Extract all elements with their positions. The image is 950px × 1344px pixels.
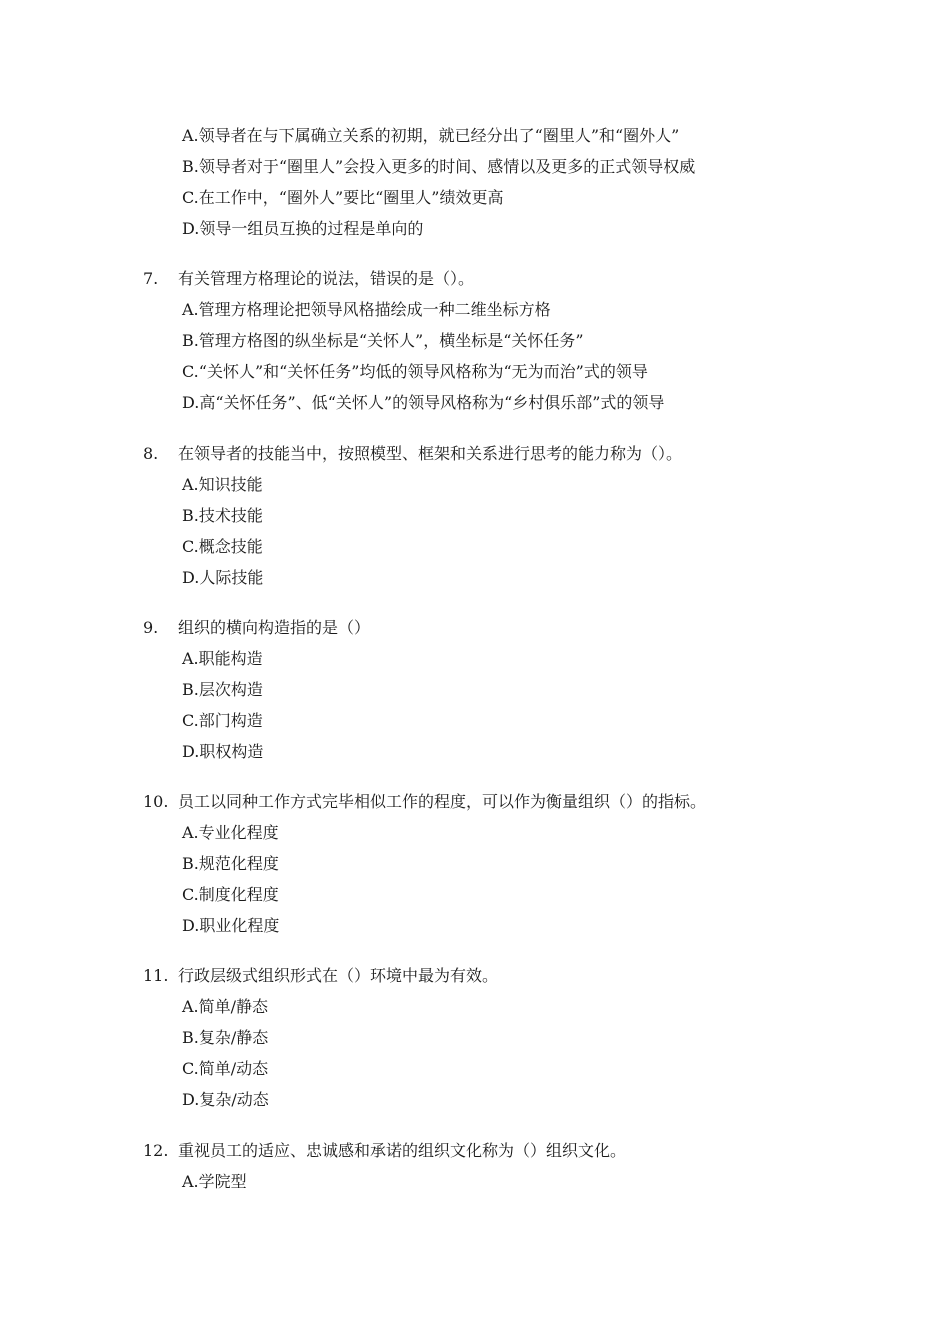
- option-line: B.管理方格图的纵坐标是“关怀人”，横坐标是“关怀任务”: [182, 331, 584, 350]
- question-number: 7.: [143, 269, 159, 288]
- option-line: A.领导者在与下属确立关系的初期，就已经分出了“圈里人”和“圈外人”: [182, 126, 680, 145]
- option-line: B.规范化程度: [182, 854, 279, 873]
- question-text: 员工以同种工作方式完毕相似工作的程度，可以作为衡量组织（）的指标。: [178, 792, 707, 811]
- option-line: A.知识技能: [182, 475, 263, 494]
- question-number: 8.: [143, 444, 159, 463]
- option-line: B.领导者对于“圈里人”会投入更多的时间、感情以及更多的正式领导权威: [182, 157, 696, 176]
- question-text: 组织的横向构造指的是（）: [178, 618, 371, 637]
- option-line: C.部门构造: [182, 711, 263, 730]
- option-line: D.领导一组员互换的过程是单向的: [182, 219, 424, 238]
- option-line: A.简单/静态: [182, 997, 269, 1016]
- question-number: 11.: [143, 966, 169, 985]
- option-line: D.高“关怀任务”、低“关怀人”的领导风格称为“乡村俱乐部”式的领导: [182, 393, 665, 412]
- question-number: 12.: [143, 1141, 169, 1160]
- option-line: B.层次构造: [182, 680, 263, 699]
- option-line: C.概念技能: [182, 537, 263, 556]
- option-line: B.复杂/静态: [182, 1028, 269, 1047]
- option-line: C.制度化程度: [182, 885, 279, 904]
- option-line: A.管理方格理论把领导风格描绘成一种二维坐标方格: [182, 300, 551, 319]
- option-line: D.职业化程度: [182, 916, 280, 935]
- question-text: 行政层级式组织形式在（）环境中最为有效。: [178, 966, 499, 985]
- option-line: D.人际技能: [182, 568, 264, 587]
- question-number: 10.: [143, 792, 169, 811]
- option-line: D.复杂/动态: [182, 1090, 269, 1109]
- question-text: 重视员工的适应、忠诚感和承诺的组织文化称为（）组织文化。: [178, 1141, 627, 1160]
- option-line: A.专业化程度: [182, 823, 279, 842]
- question-text: 在领导者的技能当中，按照模型、框架和关系进行思考的能力称为（）。: [178, 444, 683, 463]
- option-line: A.职能构造: [182, 649, 263, 668]
- option-line: B.技术技能: [182, 506, 263, 525]
- option-line: C.简单/动态: [182, 1059, 269, 1078]
- option-line: C.在工作中，“圈外人”要比“圈里人”绩效更高: [182, 188, 504, 207]
- option-line: C.“关怀人”和“关怀任务”均低的领导风格称为“无为而治”式的领导: [182, 362, 648, 381]
- question-text: 有关管理方格理论的说法，错误的是（）。: [178, 269, 475, 288]
- option-line: A.学院型: [182, 1172, 247, 1191]
- option-line: D.职权构造: [182, 742, 264, 761]
- question-number: 9.: [143, 618, 159, 637]
